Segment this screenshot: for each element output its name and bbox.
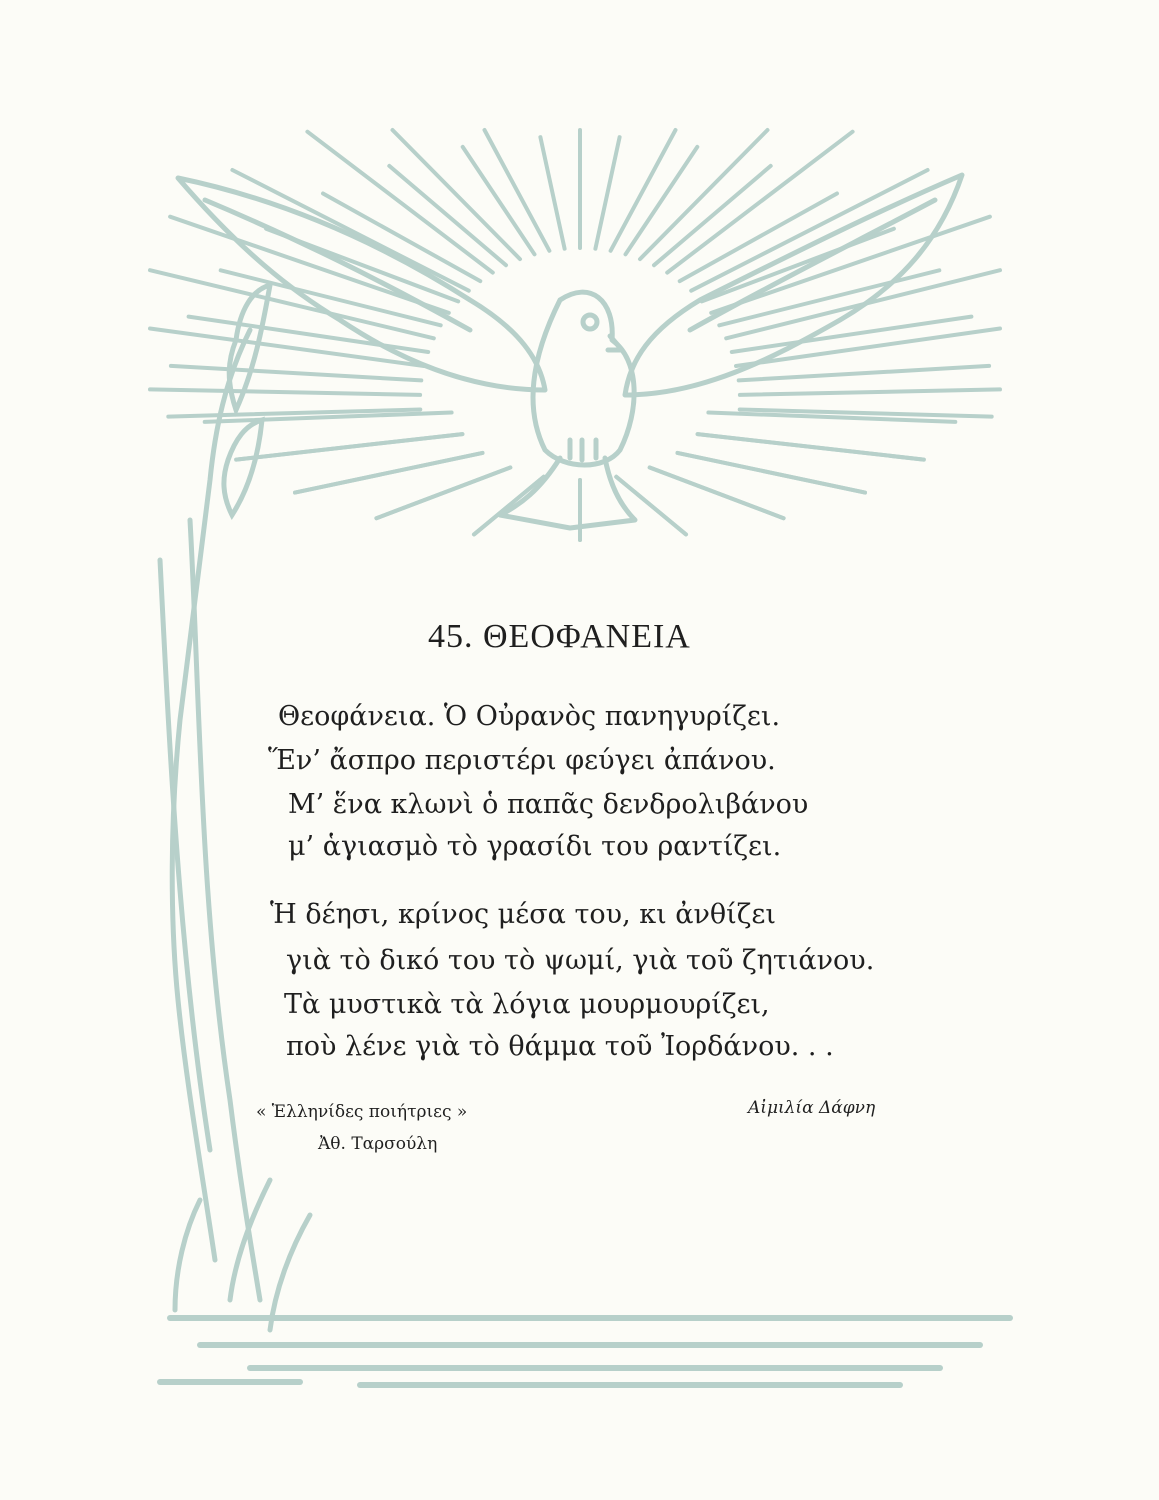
- sun-ray: [640, 130, 768, 259]
- verse-line: μ’ ἁγιασμὸ τὸ γρασίδι του ραντίζει.: [288, 831, 782, 862]
- sun-ray: [654, 166, 771, 265]
- sun-ray: [540, 137, 564, 249]
- sun-ray: [698, 434, 924, 460]
- verse-line: Τὰ μυστικὰ τὰ λόγια μουρμουρίζει,: [284, 989, 770, 1020]
- sun-ray: [739, 366, 989, 381]
- sun-ray: [376, 468, 510, 519]
- sun-ray: [616, 477, 686, 535]
- sun-ray: [171, 366, 421, 381]
- sun-ray: [740, 389, 1000, 395]
- sun-ray: [595, 137, 619, 249]
- sun-ray: [474, 477, 544, 535]
- source-author: Ἀθ. Ταρσούλη: [318, 1134, 438, 1154]
- poem-title: 45. ΘΕΟΦΑΝΕΙΑ: [428, 618, 691, 655]
- sun-ray: [323, 194, 480, 282]
- sun-ray: [236, 434, 462, 460]
- verse-line: Ἕν’ ἄσπρο περιστέρι φεύγει ἀπάνου.: [268, 745, 776, 776]
- sun-ray: [732, 317, 972, 352]
- sun-ray: [393, 130, 521, 259]
- sun-ray: [389, 166, 506, 265]
- verse-line: Ἡ δέησι, κρίνος μέσα του, κι ἀνθίζει: [270, 899, 776, 930]
- poet-name: Αἰμιλία Δάφνη: [748, 1098, 876, 1118]
- sun-ray: [189, 317, 429, 352]
- verse-line: ποὺ λένε γιὰ τὸ θάμμα τοῦ Ἰορδάνου. . .: [286, 1031, 834, 1062]
- verse-line: Θεοφάνεια. Ὁ Οὐρανὸς πανηγυρίζει.: [278, 701, 781, 732]
- verse-line: Μ’ ἕνα κλωνὶ ὁ παπᾶς δενδρολιβάνου: [288, 789, 809, 820]
- sun-ray: [650, 468, 784, 519]
- source-citation: « Ἑλληνίδες ποιήτριες »: [256, 1102, 468, 1122]
- sun-ray: [711, 217, 990, 313]
- sun-ray: [680, 194, 837, 282]
- sun-ray: [150, 389, 420, 395]
- verse-line: γιὰ τὸ δικό του τὸ ψωμί, γιὰ τοῦ ζητιάνου.: [286, 945, 875, 976]
- sun-ray: [150, 270, 434, 338]
